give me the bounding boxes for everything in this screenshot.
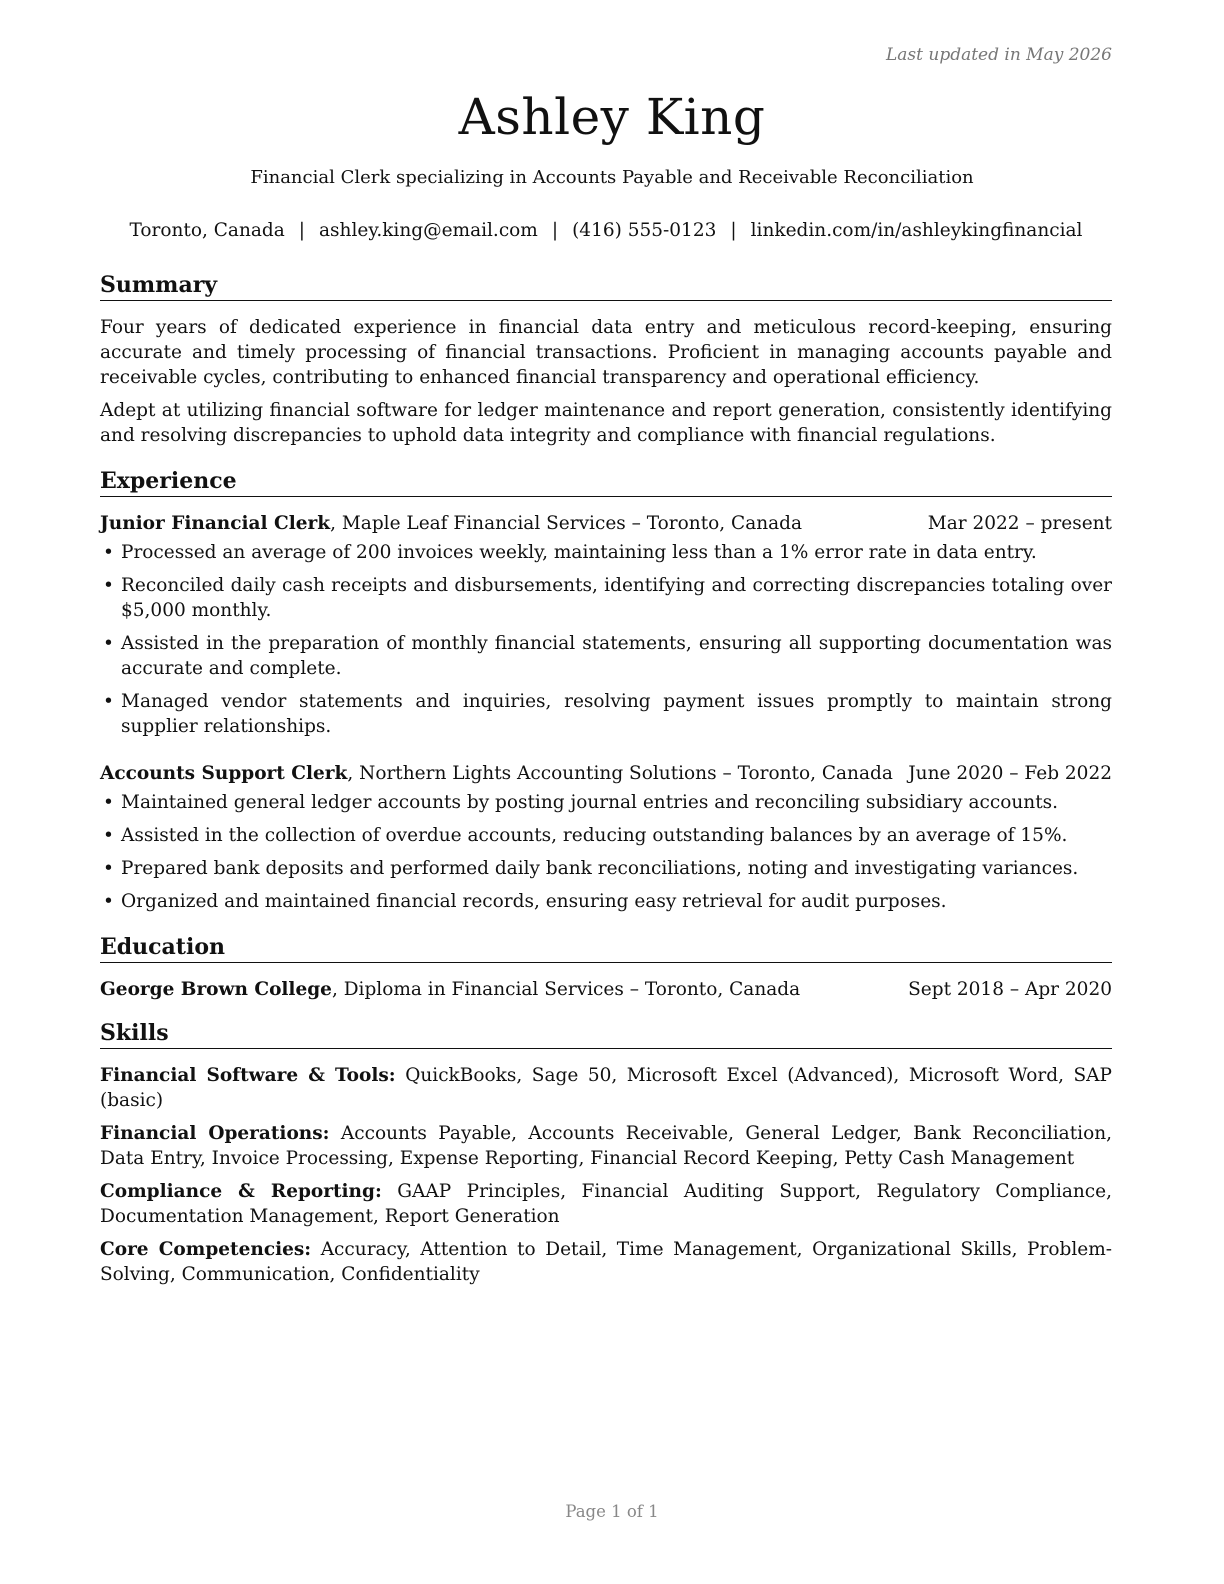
- job-bullets: [100, 540, 1112, 739]
- skill-label: Financial Operations:: [100, 1123, 330, 1144]
- bullet-glyph: •: [103, 891, 114, 912]
- job-title: Accounts Support Clerk: [100, 763, 348, 784]
- summary-paragraph: Adept at utilizing financial software for ledger maintenance and report generation, consistently identifying and resolving discrepancies to uphold data integrity and compliance with financial regulations.: [100, 400, 1112, 446]
- experience-section: [100, 466, 1112, 914]
- bullet-text: Maintained general ledger accounts by posting journal entries and reconciling subsidiary accounts.: [121, 792, 1059, 813]
- skill-label: Financial Software & Tools:: [100, 1065, 396, 1086]
- contact-location: Toronto, Canada: [129, 220, 285, 241]
- education-section: [100, 932, 1112, 1002]
- bullet-glyph: •: [103, 858, 114, 879]
- summary-section: [100, 270, 1112, 448]
- skills-section: [100, 1018, 1112, 1287]
- job-title-line: [100, 761, 893, 786]
- education-heading: Education: [100, 932, 1112, 963]
- job-bullet: [100, 689, 1112, 739]
- job-bullet: [100, 889, 1112, 914]
- skill-label: Core Competencies:: [100, 1239, 312, 1260]
- skill-items: GAAP Principles, Financial Auditing Support, Regulatory Compliance, Documentation Management, Report Generation: [100, 1181, 1112, 1227]
- summary-paragraph: Four years of dedicated experience in financial data entry and meticulous record-keeping, ensuring accurate and timely processing of financial transactions. Proficient in managing accounts payable and receivable cycles, contributing to enhanced financial transparency and operational efficiency.: [100, 317, 1112, 388]
- job-bullet: [100, 573, 1112, 623]
- last-updated: Last updated in May 2026: [885, 45, 1112, 65]
- bullet-glyph: •: [103, 575, 114, 596]
- bullet-glyph: •: [103, 691, 114, 712]
- candidate-name: Ashley King: [458, 88, 766, 146]
- skill-items: Accuracy, Attention to Detail, Time Management, Organizational Skills, Problem-Solving, Communication, Confidentiality: [100, 1239, 1112, 1285]
- bullet-text: Prepared bank deposits and performed daily bank reconciliations, noting and investigating variances.: [121, 858, 1079, 879]
- bullet-glyph: •: [103, 825, 114, 846]
- contact-separator: |: [730, 220, 737, 241]
- contact-separator: |: [551, 220, 559, 241]
- skill-items: Accounts Payable, Accounts Receivable, General Ledger, Bank Reconciliation, Data Entry, Invoice Processing, Expense Reporting, Financial Record Keeping, Petty Cash Management: [100, 1123, 1113, 1169]
- job-bullets: [100, 790, 1112, 914]
- contact-linkedin[interactable]: linkedin.com/in/ashleykingfinancial: [750, 220, 1083, 241]
- job-bullet: [100, 856, 1112, 881]
- contact-line: [94, 220, 1118, 241]
- page-number: Page 1 of 1: [565, 1502, 659, 1521]
- school-name: George Brown College: [100, 979, 332, 1000]
- skill-group: [100, 1063, 1112, 1113]
- job-title-line: [100, 511, 802, 536]
- bullet-text: Processed an average of 200 invoices weekly, maintaining less than a 1% error rate in data entry.: [121, 542, 1037, 563]
- education-program: , Diploma in Financial Services – Toronto, Canada: [331, 979, 801, 1000]
- resume-content: [100, 270, 1112, 1287]
- skill-group: [100, 1179, 1112, 1229]
- job-dates: Mar 2022 – present: [927, 513, 1112, 534]
- job-bullet: [100, 631, 1112, 681]
- bullet-glyph: •: [103, 792, 114, 813]
- education-entry: [100, 977, 1112, 1002]
- skill-group: [100, 1121, 1112, 1171]
- bullet-text: Assisted in the preparation of monthly financial statements, ensuring all supporting documentation was accurate and complete.: [121, 633, 1112, 679]
- job-bullet: [100, 790, 1112, 815]
- skill-items: QuickBooks, Sage 50, Microsoft Excel (Advanced), Microsoft Word, SAP (basic): [100, 1065, 1112, 1111]
- skill-group: [100, 1237, 1112, 1287]
- job-header: [100, 511, 1112, 536]
- experience-heading: Experience: [100, 466, 1112, 497]
- education-line: [100, 977, 800, 1002]
- job-header: [100, 761, 1112, 786]
- job-bullet: [100, 823, 1112, 848]
- job-title: Junior Financial Clerk: [100, 513, 331, 534]
- tagline: Financial Clerk specializing in Accounts Payable and Receivable Reconciliation: [250, 167, 974, 188]
- skill-label: Compliance & Reporting:: [100, 1181, 382, 1202]
- job-bullet: [100, 540, 1112, 565]
- contact-separator: |: [298, 220, 306, 241]
- education-dates: Sept 2018 – Apr 2020: [908, 979, 1112, 1000]
- contact-phone: (416) 555-0123: [572, 220, 717, 241]
- bullet-text: Reconciled daily cash receipts and disbursements, identifying and correcting discrepancies totaling over $5,000 monthly.: [121, 575, 1112, 621]
- job-org: , Northern Lights Accounting Solutions – Toronto, Canada: [347, 763, 893, 784]
- bullet-glyph: •: [103, 633, 114, 654]
- summary-heading: Summary: [100, 270, 1112, 301]
- bullet-glyph: •: [103, 542, 114, 563]
- bullet-text: Assisted in the collection of overdue accounts, reducing outstanding balances by an average of 15%.: [121, 825, 1068, 846]
- bullet-text: Organized and maintained financial records, ensuring easy retrieval for audit purposes.: [121, 891, 947, 912]
- skills-heading: Skills: [100, 1018, 1112, 1049]
- contact-email[interactable]: ashley.king@email.com: [319, 220, 538, 241]
- job-org: , Maple Leaf Financial Services – Toronto, Canada: [330, 513, 803, 534]
- bullet-text: Managed vendor statements and inquiries, resolving payment issues promptly to maintain strong supplier relationships.: [121, 691, 1112, 737]
- job-dates: June 2020 – Feb 2022: [908, 763, 1112, 784]
